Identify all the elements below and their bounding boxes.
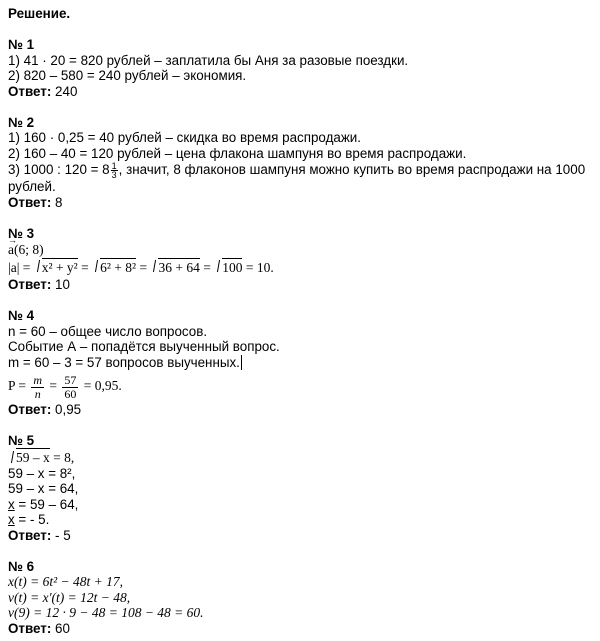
problem-6-heading: № 6 <box>8 558 35 574</box>
answer-value: 10 <box>51 277 70 292</box>
probability-formula <box>8 370 592 402</box>
problem-5-line-5 <box>8 512 592 528</box>
problem-1-answer <box>8 84 592 100</box>
answer-label: Ответ: <box>8 194 52 210</box>
problem-5-line-1 <box>8 449 592 466</box>
step-3-end: , значит, 8 флаконов шампуня можно купить во время распродажи на 1000 <box>118 162 586 177</box>
vector-length-formula <box>8 258 592 277</box>
answer-value: 0,95 <box>51 402 82 418</box>
answer-label: Ответ: <box>8 402 52 418</box>
vector-a: → a(6; 8) <box>8 241 44 258</box>
text-cursor <box>241 355 242 370</box>
sqrt-content: 59 – x <box>16 449 50 465</box>
problem-1-heading: № 1 <box>8 37 35 52</box>
underlined-x: x <box>8 512 15 528</box>
fraction-57-60 <box>62 374 78 401</box>
problem-5-answer <box>8 528 592 544</box>
sqrt-sign <box>214 258 242 277</box>
answer-label: Ответ: <box>8 83 52 99</box>
problem-2-answer <box>8 195 592 211</box>
fraction-denominator: n <box>34 386 41 401</box>
problem-3-heading: № 3 <box>8 225 35 241</box>
problem-4-line-1: n = 60 – общее число вопросов. <box>8 323 208 339</box>
sqrt-content: 36 + 64 <box>158 260 200 275</box>
formula-part: |a| = <box>8 260 34 275</box>
formula-part: = <box>46 378 61 394</box>
problem-2-step-2: 2) 160 – 40 = 120 рублей – цена флакона шампуня во время распродажи. <box>8 145 467 161</box>
fraction-denominator: 60 <box>64 386 77 401</box>
line-text: = - 5. <box>14 512 50 528</box>
step-3-start: 3) 1000 : 120 = 8 <box>8 162 110 177</box>
fraction-numerator: 1 <box>111 160 117 171</box>
problem-4-line-3 <box>8 355 592 371</box>
mixed-fraction <box>111 162 118 179</box>
problem-4-heading: № 4 <box>8 308 35 323</box>
fraction-m-n <box>31 374 44 401</box>
formula-part: = 0,95. <box>80 378 122 394</box>
sqrt-sign <box>34 258 78 277</box>
formula-part: = <box>77 260 93 275</box>
sqrt-sign <box>92 258 136 277</box>
problem-5-line-3: 59 – x = 64, <box>8 481 79 497</box>
sqrt-content: 100 <box>222 260 243 275</box>
formula-part: = 10. <box>242 260 274 275</box>
problem-3-answer <box>8 277 592 293</box>
problem-2-heading: № 2 <box>8 114 35 130</box>
problem-1-step-1: 1) 41 · 20 = 820 рублей – заплатила бы Аня за разовые поездки. <box>8 52 409 68</box>
underlined-x: x <box>8 496 15 512</box>
line-text: = 59 – 64, <box>14 496 79 512</box>
answer-value: 60 <box>51 620 70 636</box>
formula-part: = <box>199 260 215 275</box>
formula-part: P = <box>8 378 30 394</box>
formula-part: = 8, <box>49 449 75 465</box>
problem-2-step-1: 1) 160 · 0,25 = 40 рублей – скидка во время распродажи. <box>8 130 361 145</box>
answer-label: Ответ: <box>8 277 52 292</box>
sqrt-content: 6² + 8² <box>100 260 137 275</box>
sqrt-sign <box>8 449 50 466</box>
problem-2-step-3 <box>8 161 592 179</box>
problem-5-line-4 <box>8 497 592 513</box>
problem-6-line-2: v(t) = x′(t) = 12t − 48, <box>8 589 131 605</box>
problem-4-answer <box>8 402 592 418</box>
sqrt-sign <box>150 258 199 277</box>
problem-5-line-2: 59 – x = 8², <box>8 465 76 481</box>
problem-1-step-2: 2) 820 – 580 = 240 рублей – экономия. <box>8 68 247 83</box>
problem-6-answer <box>8 621 592 637</box>
answer-value: 8 <box>51 194 63 210</box>
problem-6-line-1: x(t) = 6t² − 48t + 17, <box>8 574 123 590</box>
answer-label: Ответ: <box>8 620 52 636</box>
fraction-numerator: 57 <box>64 372 77 387</box>
fraction-numerator: m <box>33 372 43 387</box>
problem-2-step-3-cont: рублей. <box>8 179 56 194</box>
answer-label: Ответ: <box>8 527 52 543</box>
answer-value: - 5 <box>51 527 71 543</box>
page-title: Решение. <box>8 6 71 21</box>
formula-part: = <box>136 260 151 275</box>
line-text: m = 60 – 3 = 57 вопросов выученных. <box>8 354 240 370</box>
answer-value: 240 <box>51 83 78 99</box>
fraction-denominator: 3 <box>111 169 117 180</box>
solution-document <box>8 6 592 636</box>
problem-4-line-2: Событие А – попадётся выученный вопрос. <box>8 339 280 354</box>
problem-5-heading: № 5 <box>8 433 35 449</box>
vector-definition <box>8 241 592 258</box>
problem-6-line-3: v(9) = 12 · 9 − 48 = 108 − 48 = 60. <box>8 605 204 621</box>
sqrt-content: x² + y² <box>41 260 78 275</box>
